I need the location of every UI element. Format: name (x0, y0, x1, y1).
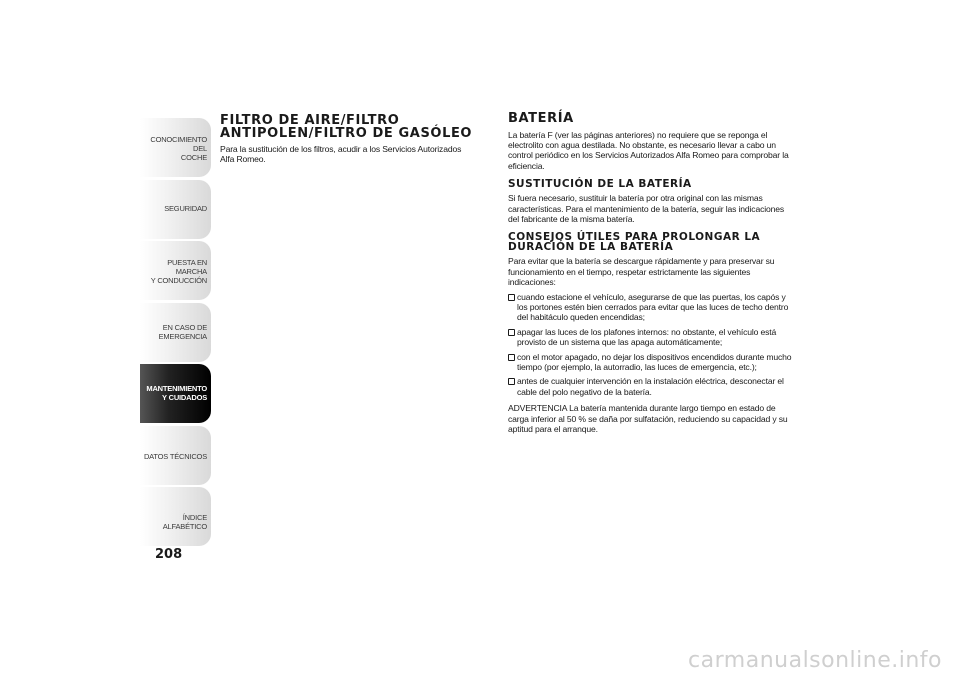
battery-replacement-text: Si fuera necesario, sustituir la batería por otra original con las mismas características. Para el mantenimiento de la batería, seguir las indicaciones del fabricante de la misma batería. (508, 193, 785, 224)
tab-label: SEGURIDAD (164, 203, 207, 213)
checkbox-bullet-icon (508, 294, 515, 301)
warning-text: ADVERTENCIA La batería mantenida durante largo tiempo en estado de carga inferior al 50 % se daña por sulfatación, reduciendo su capacidad y su aptitud para el arranque. (508, 403, 788, 435)
tab-mantenimiento-y-cuidados[interactable] (140, 364, 211, 423)
sub-heading: CONSEJOS ÚTILES PARA PROLONGAR LA DURACIÓN DE LA BATERÍA (508, 231, 761, 254)
list-item (508, 352, 793, 373)
list-item-text: con el motor apagado, no dejar los dispositivos encendidos durante mucho tiempo (por ejemplo, la autorradio, las luces de emergencia, etc.); (517, 351, 792, 372)
tab-label: MANTENIMIENTO Y CUIDADOS (146, 384, 207, 402)
list-item-text: antes de cualquier intervención en la instalación eléctrica, desconectar el cable del polo negativo de la batería. (517, 376, 784, 397)
tab-puesta-en-marcha[interactable] (140, 241, 211, 300)
tab-conocimiento-del-coche[interactable] (140, 118, 211, 177)
checkbox-bullet-icon (508, 378, 515, 385)
tips-list (508, 292, 793, 398)
battery-tips-text: Para evitar que la batería se descargue rápidamente y para preservar su funcionamiento en el tiempo, respetar estrictamente las siguientes indicaciones: (508, 256, 775, 288)
tab-label: ÍNDICE ALFABÉTICO (162, 513, 207, 531)
battery-section (508, 113, 793, 434)
filter-section (220, 115, 475, 165)
checkbox-bullet-icon (508, 354, 515, 361)
checkbox-bullet-icon (508, 329, 515, 336)
tab-seguridad[interactable] (140, 180, 211, 239)
section-heading: FILTRO DE AIRE/FILTRO ANTIPOLEN/FILTRO DE GASÓLEO (220, 113, 473, 141)
tab-label: EN CASO DE EMERGENCIA (158, 322, 207, 341)
chapter-sidebar (140, 118, 211, 549)
list-item (508, 292, 793, 323)
tab-label: PUESTA EN MARCHA Y CONDUCCIÓN (150, 258, 207, 285)
section-body: Para la sustitución de los filtros, acudir a los Servicios Autorizados Alfa Romeo. (220, 144, 462, 165)
tab-en-caso-de-emergencia[interactable] (140, 303, 211, 362)
list-item (508, 327, 793, 348)
page-number: 208 (155, 547, 183, 562)
watermark: carmanualsonline.info (688, 648, 942, 673)
list-item-text: apagar las luces de los plafones internos: no obstante, el vehículo está provisto de un sistema que las apaga automáticamente; (517, 326, 777, 348)
tab-indice-alfabetico[interactable] (140, 487, 211, 546)
tab-datos-tecnicos[interactable] (140, 426, 211, 485)
tab-label: CONOCIMIENTO DEL COCHE (150, 135, 207, 162)
list-item (508, 376, 793, 397)
list-item-text: cuando estacione el vehículo, asegurarse de que las puertas, los capós y los portones estén bien cerrados para evitar que las luces de techo dentro del habitáculo queden encendidas; (517, 291, 789, 323)
section-heading: BATERÍA (508, 111, 574, 126)
sub-heading: SUSTITUCIÓN DE LA BATERÍA (508, 178, 692, 191)
tab-label: DATOS TÉCNICOS (143, 451, 207, 461)
battery-intro: La batería F (ver las páginas anteriores) no requiere que se reponga el electrolito con agua destilada. No obstante, es necesario llevar a cabo un control periódico en los Servicios Autorizados Alfa Romeo para comprobar la eficiencia. (508, 129, 789, 171)
